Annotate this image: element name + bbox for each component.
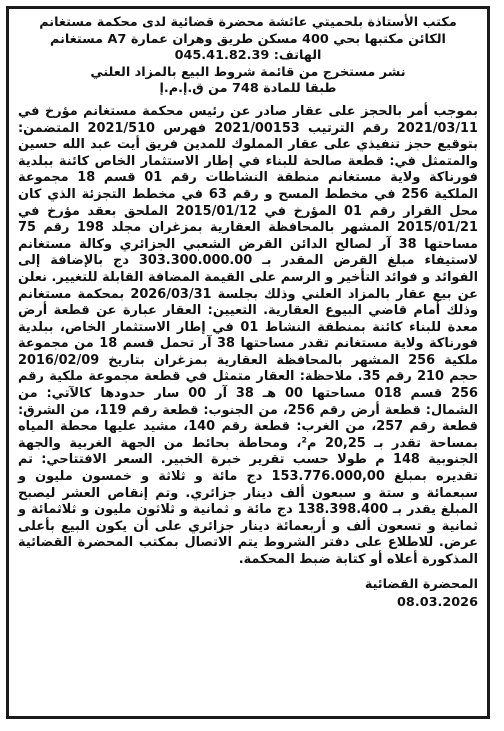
signature-title: المحضرة القضائية	[364, 576, 478, 592]
notice-date: 08.03.2026	[397, 594, 478, 610]
notice-frame	[6, 6, 490, 719]
office-name: مكتب الأستاذة بلحميتي عائشة محضرة قضائية لدى محكمة مستغانم	[39, 15, 457, 30]
notice-title: نشر مستخرج من قائمة شروط البيع بالمزاد العلني	[90, 64, 406, 80]
notice-body: بموجب أمر بالحجز على عقار صادر عن رئيس محكمة مستغانم مؤرخ في 2021/03/11 رقم الترتيب 2021/00153 فهرس 2021/510 المتضمن: بتوقيع حجز تنفيذي على عقار المملوك للمدين فريق أيت عبد الله حسين والمتمثل في: قطعة صالحة للبناء في إطار الاستثمار الخاص كائنة ببلدية فورناكة ولاية مستغانم منطقة النشاطات رقم 01 قسم 18 مجموعة الملكية 256 في مخطط المسح و رقم 63 في مخطط التجزئة الذي كان محل القرار رقم 01 المؤرخ في 2015/01/12 الملحق بعقد مؤرخ في 2015/01/21 المشهر بالمحافظة العقارية بمزغران مجلد 198 رقم 75 مساحتها 38 آر لصالح الدائن القرض الشعبي الجزائري وكالة مستغانم لاستيفاء مبلغ القرض المقدر بـ 303.300.000.00 دج بالإضافة إلى الفوائد و فوائد التأخير و الرسم على القيمة المضافة القابلة للتغيير. نعلن عن بيع عقار بالمزاد العلني وذلك بجلسة 2026/03/31 بمحكمة مستغانم وذلك أمام قاضي البيوع العقارية. التعيين: العقار عبارة عن قطعة أرض معدة للبناء كائنة بمنطقة النشاط 01 في إطار الاستثمار الخاص، ببلدية فورناكة ولاية مستغانم تقدر مساحتها 38 آر تحمل قسم 18 من مجموعة ملكية 256 المشهر بالمحافظة العقارية بمزغران بتاريخ 2016/02/09 حجم 210 رقم 35. ملاحظة: العقار متمثل في قطعة مجموعة ملكية رقم 256 قسم 018 مساحتها 00 هـ 38 آر 00 سار حدودها كالآتي: من الشمال: قطعة أرض رقم 256، من الجنوب: قطعة رقم 119، من الشرق: قطعة رقم 257، من الغرب: قطعة رقم 140، مشيد عليها محطة المياه بمساحة تقدر بـ 20,25 م²، ومحاطة بحائط من الجهة الغربية والجهة الجنوبية 148 م طولا حسب تقرير خبرة الخبير. السعر الافتتاحي: تم تقديره بمبلغ 153.776.000,00 دج مائة و ثلاثة و خمسون مليون و سبعمائة و ستة و سبعون ألف دينار جزائري. وتم إنقاص العشر ليصبح المبلغ يقدر بـ 138.398.400 دج مائة و ثمانية و ثلاثون مليون و ثلاثمائة و ثمانية و تسعون ألف و أربعمائة دينار جزائري على أن يكون البيع بأعلى عرض. للاطلاع على دفتر الشروط يتم الاتصال بمكتب المحضرة القضائية المذكورة أعلاه أو كتابة ضبط المحكمة.	[18, 103, 479, 567]
office-phone-line	[18, 48, 478, 65]
legal-reference: طبقا للمادة 748 من ق.إ.م.إ	[159, 81, 337, 97]
office-address: الكائن مكتبها بحي 400 مسكن طريق وهران عمارة A7 مستغانم	[50, 31, 446, 47]
notice-header	[18, 15, 478, 98]
notice-footer	[18, 577, 478, 611]
phone-label: الهاتف:	[273, 48, 322, 64]
phone-number: 045.41.82.39	[174, 48, 270, 64]
